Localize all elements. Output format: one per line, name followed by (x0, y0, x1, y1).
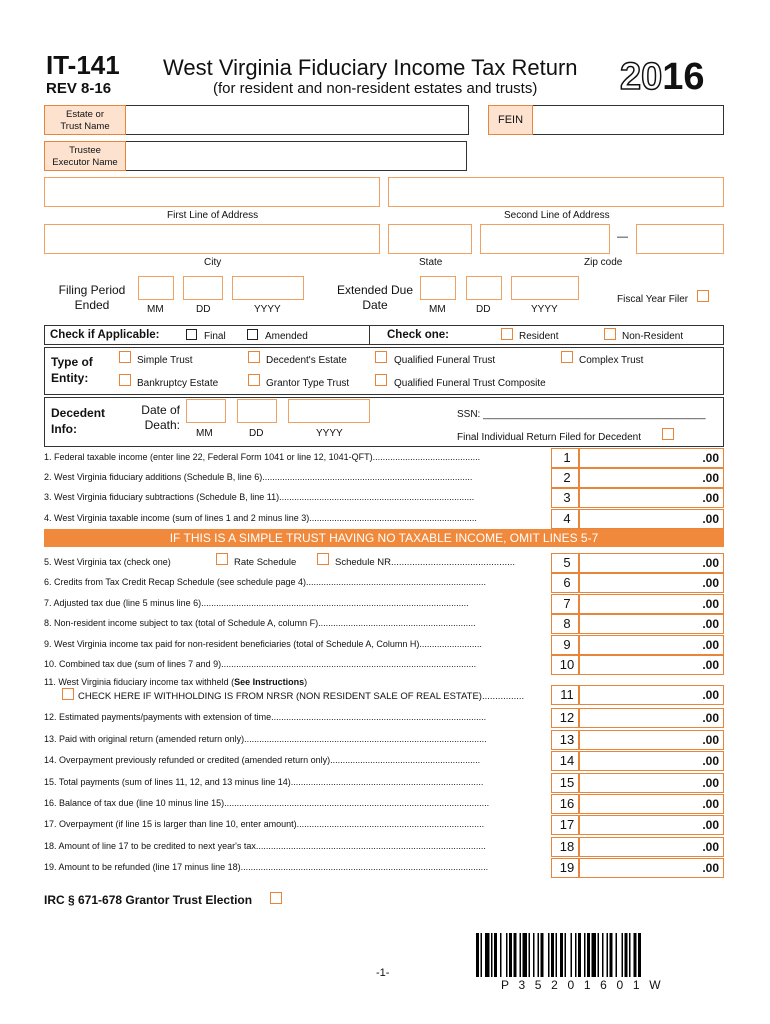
line-2-num: 2 (563, 470, 571, 485)
barcode-bar (481, 933, 483, 977)
ext-mm-input[interactable] (420, 276, 456, 300)
barcode-bar (506, 933, 508, 977)
qualified-funeral-checkbox[interactable] (375, 351, 387, 363)
line-9-num: 9 (563, 637, 571, 652)
amended-label: Amended (265, 331, 308, 342)
tax-year-solid: 16 (662, 56, 705, 98)
filing-mm-input[interactable] (138, 276, 174, 300)
line-4-num: 4 (563, 511, 571, 526)
line-18-num: 18 (559, 839, 575, 854)
dod-yyyy-label: YYYY (316, 428, 343, 439)
barcode-bar (598, 933, 600, 977)
barcode-bar (491, 933, 493, 977)
estate-label-2: Trust Name (60, 121, 110, 132)
dod-dd-label: DD (249, 428, 264, 439)
first-address-label: First Line of Address (167, 210, 259, 221)
line-10-amount[interactable]: .00 (578, 655, 724, 675)
filing-yyyy-label: YYYY (254, 304, 281, 315)
resident-checkbox[interactable] (501, 328, 513, 340)
city-input[interactable] (44, 224, 380, 254)
line-6-num: 6 (563, 575, 571, 590)
line-1-amount[interactable]: .00 (578, 448, 724, 468)
rate-schedule-label: Rate Schedule (234, 557, 297, 568)
decedent-estate-label: Decedent's Estate (266, 355, 347, 366)
line-11-pre: 11. West Virginia fiduciary income tax withheld ( (44, 677, 235, 687)
line-9-text: 9. West Virginia income tax paid for non-resident beneficiaries (total of Schedule A, Column H)......................... (44, 639, 482, 649)
line-12-num: 12 (559, 710, 575, 725)
grantor-type-checkbox[interactable] (248, 374, 260, 386)
zip-input[interactable] (480, 224, 610, 254)
state-input[interactable] (388, 224, 472, 254)
barcode-bar (500, 933, 502, 977)
barcode-bar (602, 933, 604, 977)
zip-label: Zip code (584, 257, 623, 268)
line-5-pre: 5. West Virginia tax (check one) (44, 557, 171, 567)
schedule-nr-label: Schedule NR............................................... (335, 557, 516, 568)
form-title: West Virginia Fiduciary Income Tax Return (163, 55, 578, 80)
estate-label-box (44, 105, 126, 135)
line-11-post: ) (304, 677, 308, 687)
final-label: Final (204, 331, 226, 342)
line-3-num: 3 (563, 490, 571, 505)
simple-trust-label: Simple Trust (137, 355, 193, 366)
barcode-bar (571, 933, 573, 977)
barcode-bar (625, 933, 628, 977)
barcode-bar (610, 933, 613, 977)
estate-label-1: Estate or (65, 109, 105, 120)
simple-trust-banner: IF THIS IS A SIMPLE TRUST HAVING NO TAXABLE INCOME, OMIT LINES 5-7 (44, 529, 724, 547)
barcode-bar (578, 933, 581, 977)
fein-input[interactable] (534, 106, 723, 134)
dod-yyyy-input[interactable] (288, 399, 370, 423)
line-5-num: 5 (563, 555, 571, 570)
decedent-label (51, 405, 105, 437)
line-18-amount[interactable]: .00 (578, 837, 724, 857)
barcode-bar (616, 933, 618, 977)
line-1-text: 1. Federal taxable income (enter line 22, Federal Form 1041 or line 12, 1041-QFT)........................................... (44, 452, 481, 462)
barcode-bar (494, 933, 497, 977)
barcode-bar (538, 933, 540, 977)
barcode-bar (565, 933, 567, 977)
fiscal-year-checkbox[interactable] (697, 290, 709, 302)
barcode-bar (622, 933, 624, 977)
line-7-text: 7. Adjusted tax due (line 5 minus line 6)........................................................................................................... (44, 598, 469, 608)
line-3-amount[interactable]: .00 (578, 488, 724, 508)
complex-trust-label: Complex Trust (579, 355, 644, 366)
barcode-bar (533, 933, 535, 977)
barcode-bar (607, 933, 609, 977)
dod-2: Death: (144, 418, 180, 432)
barcode-bar (575, 933, 577, 977)
line-4-amount[interactable]: .00 (578, 509, 724, 529)
barcode-bar (485, 933, 490, 977)
line-1-num: 1 (563, 450, 571, 465)
line-7-amount[interactable]: .00 (578, 594, 724, 614)
line-11-nrsr-text: CHECK HERE IF WITHHOLDING IS FROM NRSR (NON RESIDENT SALE OF REAL ESTATE)................ (78, 691, 525, 702)
ssn-label[interactable]: SSN: ________________________________________ (457, 409, 706, 420)
trustee-name-input[interactable] (127, 142, 466, 170)
line-7-num: 7 (563, 596, 571, 611)
final-checkbox[interactable] (186, 329, 197, 340)
line-19-text: 19. Amount to be refunded (line 17 minus line 18)................................................................................................... (44, 862, 489, 872)
ext-yyyy-input[interactable] (511, 276, 579, 300)
tax-year-outline: 20 (620, 56, 663, 98)
qualified-composite-label: Qualified Funeral Trust Composite (394, 378, 546, 389)
filing-dd-label: DD (196, 304, 211, 315)
check-one-label: Check one: (387, 329, 449, 341)
bankruptcy-checkbox[interactable] (119, 374, 131, 386)
trustee-label-2: Executor Name (52, 157, 118, 168)
line-15-num: 15 (559, 775, 575, 790)
nonresident-label: Non-Resident (622, 331, 684, 342)
line-17-num: 17 (559, 817, 575, 832)
line-11-amount[interactable]: .00 (578, 685, 724, 705)
date-of-death-label (136, 403, 180, 433)
barcode-bar (638, 933, 641, 977)
decedent-label-2: Info: (51, 422, 77, 436)
barcode-bar (584, 933, 586, 977)
line-4-text: 4. West Virginia taxable income (sum of lines 1 and 2 minus line 3)................................................................... (44, 513, 477, 523)
barcode-bar (548, 933, 550, 977)
line-11-num: 11 (560, 687, 574, 702)
barcode-graphic (476, 933, 722, 977)
fiscal-year-label: Fiscal Year Filer (617, 294, 689, 305)
line-8-num: 8 (563, 616, 571, 631)
line-2-text: 2. West Virginia fiduciary additions (Schedule B, line 6).................................................................................... (44, 472, 473, 482)
irc-grantor-label: IRC § 671-678 Grantor Trust Election (44, 893, 253, 907)
irc-grantor-checkbox[interactable] (270, 892, 282, 904)
barcode-bar (514, 933, 517, 977)
form-id: IT-141 (46, 50, 120, 80)
extended-due-2: Date (362, 298, 388, 312)
barcode-text: P 3 5 2 0 1 6 0 1 W (501, 978, 662, 992)
second-address-label: Second Line of Address (504, 210, 610, 221)
zip-ext-input[interactable] (636, 224, 724, 254)
line-14-num: 14 (559, 753, 575, 768)
check-applicable-label: Check if Applicable: (50, 329, 160, 341)
extended-due-1: Extended Due (336, 283, 414, 297)
line-15-text: 15. Total payments (sum of lines 11, 12, and 13 minus line 14)............................................................................. (44, 777, 484, 787)
ext-dd-label: DD (476, 304, 491, 315)
city-label: City (204, 257, 222, 268)
filing-period-label (46, 283, 138, 313)
schedule-nr-checkbox[interactable] (317, 553, 329, 565)
line-18-text: 18. Amount of line 17 to be credited to next year's tax............................................................................................ (44, 841, 486, 851)
entity-label-1: Type of (51, 355, 93, 369)
filing-dd-input[interactable] (183, 276, 223, 300)
line-13-num: 13 (559, 732, 575, 747)
barcode-bar (556, 933, 558, 977)
line-17-text: 17. Overpayment (if line 15 is larger than line 10, enter amount)........................................................................... (44, 819, 485, 829)
nrsr-checkbox[interactable] (62, 688, 74, 700)
filing-yyyy-input[interactable] (232, 276, 304, 300)
filing-mm-label: MM (147, 304, 164, 315)
line-16-text: 16. Balance of tax due (line 10 minus line 15).......................................................................................................... (44, 798, 490, 808)
line-6-amount[interactable]: .00 (578, 573, 724, 593)
extended-due-label (320, 283, 430, 313)
decedent-label-1: Decedent (51, 406, 106, 420)
rate-schedule-checkbox[interactable] (216, 553, 228, 565)
filing-period-1: Filing Period (58, 283, 126, 297)
dod-dd-input[interactable] (237, 399, 277, 423)
page-number: -1- (376, 967, 390, 979)
line-16-num: 16 (559, 796, 575, 811)
state-label: State (419, 257, 443, 268)
line-10-text: 10. Combined tax due (sum of lines 7 and 9)...................................................................................................... (44, 659, 477, 669)
estate-name-input[interactable] (127, 106, 468, 134)
line-19-num: 19 (559, 860, 575, 875)
barcode-bar (523, 933, 528, 977)
barcode-bar (551, 933, 554, 977)
line-3-text: 3. West Virginia fiduciary subtractions (Schedule B, line 11).............................................................................. (44, 492, 475, 502)
line-6-text: 6. Credits from Tax Credit Recap Schedule (see schedule page 4)........................................................................ (44, 577, 487, 587)
ext-yyyy-label: YYYY (531, 304, 558, 315)
dod-mm-label: MM (196, 428, 213, 439)
trustee-label-1: Trustee (69, 145, 101, 156)
qualified-composite-checkbox[interactable] (375, 374, 387, 386)
form-rev: REV 8-16 (46, 80, 112, 97)
line-8-amount[interactable]: .00 (578, 614, 724, 634)
line-12-text: 12. Estimated payments/payments with extension of time...................................................................................... (44, 712, 487, 722)
line-10-num: 10 (559, 657, 575, 672)
ext-mm-label: MM (429, 304, 446, 315)
entity-label (51, 354, 93, 386)
barcode-bar (587, 933, 590, 977)
barcode-bar (634, 933, 637, 977)
entity-label-2: Entity: (51, 371, 89, 385)
bankruptcy-label: Bankruptcy Estate (137, 378, 219, 389)
barcode-bar (520, 933, 522, 977)
barcode-bar (529, 933, 531, 977)
line-13-amount[interactable]: .00 (578, 730, 724, 750)
complex-trust-checkbox[interactable] (561, 351, 573, 363)
trustee-label-box (44, 141, 126, 171)
tax-year (620, 56, 705, 99)
line-16-amount[interactable]: .00 (578, 794, 724, 814)
nonresident-checkbox[interactable] (604, 328, 616, 340)
line-8-text: 8. Non-resident income subject to tax (total of Schedule A, column F)............................................................... (44, 618, 476, 628)
qualified-funeral-label: Qualified Funeral Trust (394, 355, 496, 366)
line-13-text: 13. Paid with original return (amended return only)................................................................................................. (44, 734, 487, 744)
resident-label: Resident (519, 331, 559, 342)
line-17-amount[interactable]: .00 (578, 815, 724, 835)
final-return-checkbox[interactable] (662, 428, 674, 440)
grantor-type-label: Grantor Type Trust (266, 378, 350, 389)
amended-checkbox[interactable] (247, 329, 258, 340)
filing-period-2: Ended (74, 298, 110, 312)
ext-dd-input[interactable] (466, 276, 502, 300)
barcode-bar (592, 933, 597, 977)
dod-mm-input[interactable] (186, 399, 226, 423)
line-15-amount[interactable]: .00 (578, 773, 724, 793)
barcode-bar (509, 933, 512, 977)
barcode-bar (541, 933, 544, 977)
form-subtitle: (for resident and non-resident estates and trusts) (213, 80, 538, 97)
barcode-bar (629, 933, 631, 977)
line-5-amount[interactable]: .00 (578, 553, 724, 573)
barcode (476, 933, 722, 977)
final-return-label: Final Individual Return Filed for Decedent (457, 432, 641, 443)
dod-1: Date of (141, 403, 180, 417)
line-2-amount[interactable]: .00 (578, 468, 724, 488)
check-divider (369, 325, 370, 345)
line-12-amount[interactable]: .00 (578, 708, 724, 728)
first-address-input[interactable] (44, 177, 380, 207)
line-14-text: 14. Overpayment previously refunded or credited (amended return only)............................................................ (44, 755, 481, 765)
line-19-amount[interactable]: .00 (578, 858, 724, 878)
decedent-estate-checkbox[interactable] (248, 351, 260, 363)
second-address-input[interactable] (388, 177, 724, 207)
line-14-amount[interactable]: .00 (578, 751, 724, 771)
line-11-see: See Instructions (234, 677, 305, 687)
barcode-bar (560, 933, 563, 977)
simple-trust-checkbox[interactable] (119, 351, 131, 363)
barcode-bar (476, 933, 479, 977)
line-9-amount[interactable]: .00 (578, 635, 724, 655)
zip-dash: — (617, 231, 628, 243)
fein-label: FEIN (488, 105, 533, 135)
line-11-text-1 (44, 677, 550, 687)
